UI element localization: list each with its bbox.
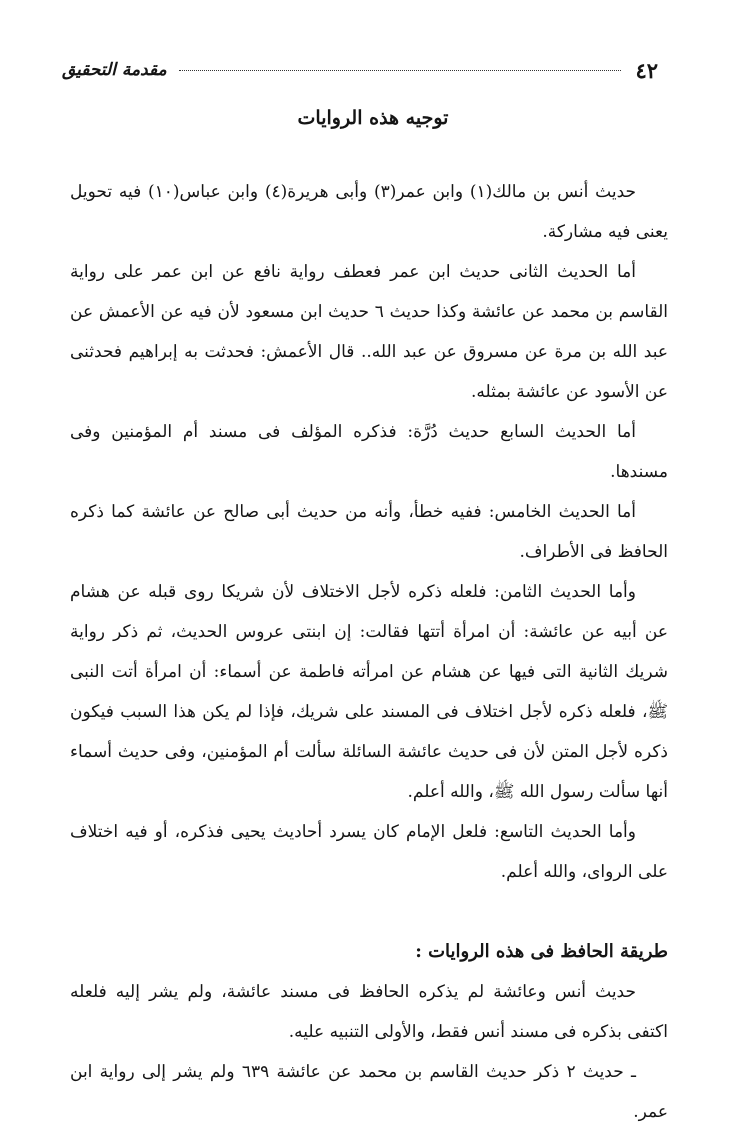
- body-text: [70, 172, 668, 1132]
- header-dotted-rule: [179, 70, 622, 71]
- paragraph-5: وأما الحديث الثامن: فلعله ذكره لأجل الاختلاف لأن شريكا روى قبله عن هشام عن أبيه عن عائشة: أن امرأة أتتها فقالت: إن ابنتى عروس الحديث، ثم ذكر رواية شريك الثانية التى فيها عن هشام عن امرأته فاطمة عن أسماء: أن امرأة أتت النبى ﷺ، فلعله ذكره لأجل اختلاف فى المسند على شريك، فإذا لم يكن هذا السبب فيكون ذكره لأجل المتن لأن فى حديث عائشة السائلة سألت أم المؤمنين، وفى حديث أسماء أنها سألت رسول الله ﷺ، والله أعلم.: [70, 582, 668, 802]
- page-number: ٤٢: [635, 57, 658, 83]
- page-header: [62, 55, 658, 85]
- paragraph-spacer: [70, 892, 668, 932]
- running-header-title: مقدمة التحقيق: [62, 59, 167, 80]
- paragraph-3: أما الحديث السابع حديث دُرَّة: فذكره المؤلف فى مسند أم المؤمنين وفى مسندها.: [70, 422, 668, 482]
- paragraph-4: أما الحديث الخامس: ففيه خطأ، وأنه من حديث أبى صالح عن عائشة كما ذكره الحافظ فى الأطراف.: [70, 502, 668, 562]
- paragraph-1: حديث أنس بن مالك(١) وابن عمر(٣) وأبى هريرة(٤) وابن عباس(١٠) فيه تحويل يعنى فيه مشاركة.: [70, 182, 668, 242]
- section-title: توجيه هذه الروايات: [297, 107, 449, 129]
- subsection-paragraph-1: حديث أنس وعائشة لم يذكره الحافظ فى مسند عائشة، ولم يشر إليه فلعله اكتفى بذكره فى مسند أنس فقط، والأولى التنبيه عليه.: [70, 982, 668, 1042]
- subsection-paragraph-2: ـ حديث ٢ ذكر حديث القاسم بن محمد عن عائشة ٦٣٩ ولم يشر إلى رواية ابن عمر.: [70, 1062, 668, 1122]
- paragraph-6: وأما الحديث التاسع: فلعل الإمام كان يسرد أحاديث يحيى فذكره، أو فيه اختلاف على الرواى، والله أعلم.: [70, 822, 668, 882]
- paragraph-2: أما الحديث الثانى حديث ابن عمر فعطف رواية نافع عن ابن عمر على رواية القاسم بن محمد عن عائشة وكذا حديث ٦ حديث ابن مسعود لأن فيه عن الأعمش عن عبد الله بن مرة عن مسروق عن عبد الله.. قال الأعمش: فحدثت به إبراهيم فحدثنى عن الأسود عن عائشة بمثله.: [70, 262, 669, 402]
- subsection-title: طريقة الحافظ فى هذه الروايات :: [415, 941, 668, 962]
